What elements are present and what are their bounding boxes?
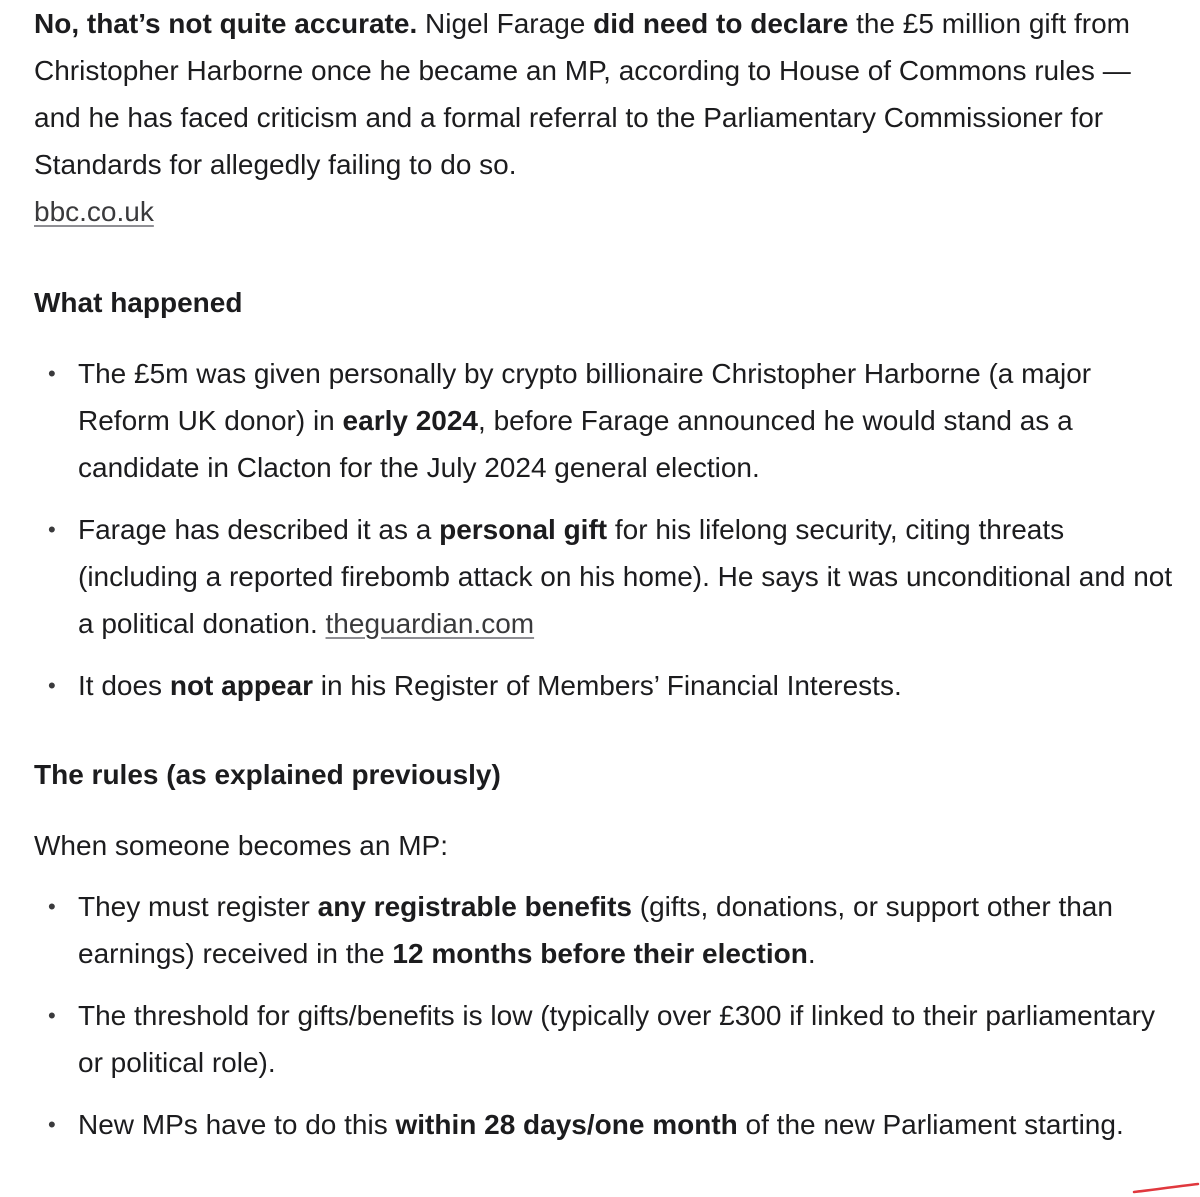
list-item [34,350,1184,491]
bullet-text: It does [78,670,170,701]
bullet-icon: • [48,894,56,919]
bullet-bold: personal gift [439,514,608,545]
intro-text-1: Nigel Farage [417,8,594,39]
bullet-bold: any registrable benefits [317,891,632,922]
intro-bold-declare: did need to declare [593,8,849,39]
bullet-text: in his Register of Members’ Financial Interests. [312,670,902,701]
bullet-bold: 12 months before their election [392,938,808,969]
bullet-text: New MPs have to do this [78,1109,396,1140]
what-happened-list [34,350,1184,709]
list-item [34,883,1184,977]
intro-text-2: the £5 million gift from Christopher Harborne once he became an MP, according to House of Commons rules — and he has faced criticism and a formal referral to the Parliamentary Commissioner for Standards for allegedly failing to do so. [34,8,1131,180]
bullet-text: The £5m was given personally by crypto billionaire Christopher Harborne (a major Reform UK donor) in [78,358,1092,436]
bullet-text: of the new Parliament starting. [737,1109,1124,1140]
list-item [34,662,1184,709]
bullet-text: , before Farage announced he would stand as a candidate in Clacton for the July 2024 general election. [78,405,1073,483]
bullet-icon: • [48,1003,56,1028]
response-content [34,0,1184,1148]
list-item [34,992,1184,1086]
source-link-bbc[interactable]: bbc.co.uk [34,196,154,227]
pen-annotation-mark [1132,1181,1200,1195]
bullet-bold: early 2024 [342,405,479,436]
bullet-icon: • [48,673,56,698]
rules-lead: When someone becomes an MP: [34,830,448,861]
bullet-text: . [807,938,816,969]
bullet-icon: • [48,361,56,386]
heading-what-happened: What happened [34,287,243,318]
bullet-text: The threshold for gifts/benefits is low (typically over £300 if linked to their parliamentary or political role). [78,1000,1155,1078]
bullet-icon: • [48,1112,56,1137]
bullet-icon: • [48,517,56,542]
bullet-text: They must register [78,891,318,922]
rules-list [34,883,1184,1148]
bullet-text: Farage has described it as a [78,514,440,545]
intro-paragraph [34,0,1184,235]
intro-bold-lead: No, that’s not quite accurate. [34,8,418,39]
bullet-text: for his lifelong security, citing threats (including a reported firebomb attack on his home). He says it was unconditional and not a political donation. [78,514,1173,639]
source-link-guardian[interactable]: theguardian.com [325,608,535,639]
heading-the-rules: The rules (as explained previously) [34,759,501,790]
list-item [34,1101,1184,1148]
list-item [34,506,1184,647]
bullet-bold: not appear [169,670,313,701]
bullet-text: (gifts, donations, or support other than earnings) received in the [78,891,1113,969]
bullet-bold: within 28 days/one month [395,1109,738,1140]
